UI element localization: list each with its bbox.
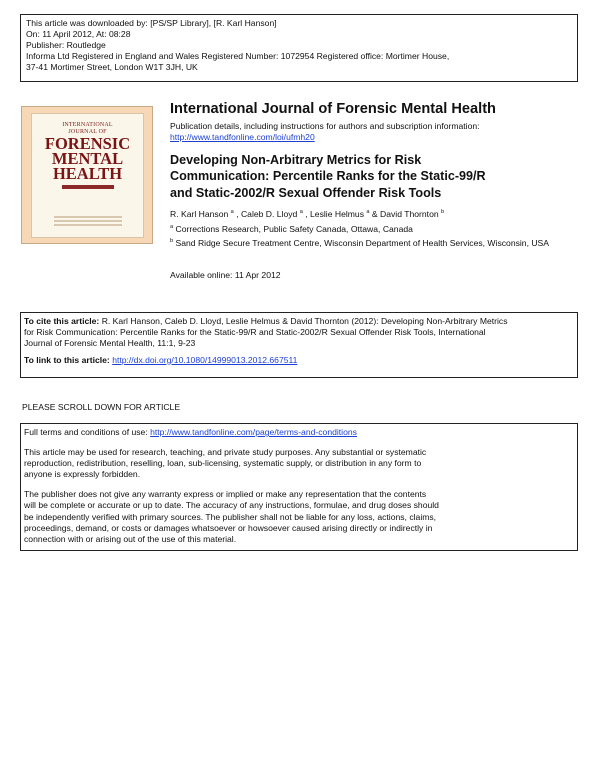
author-name: , Caleb D. Lloyd xyxy=(236,209,298,219)
cover-line xyxy=(54,220,122,222)
link-label: To link to this article: xyxy=(24,354,110,365)
author-name: & David Thornton xyxy=(371,209,439,219)
affiliation-marker: a xyxy=(230,209,234,216)
cover-text: INTERNATIONAL xyxy=(62,122,113,128)
article-title-line: Communication: Percentile Ranks for the Static-99/R xyxy=(170,169,486,184)
download-notice-line: This article was downloaded by: [PS/SP Library], [R. Karl Hanson] xyxy=(26,18,277,28)
affiliation-marker: b xyxy=(441,209,445,216)
affiliation-a xyxy=(170,224,580,235)
terms-paragraph-line: be independently verified with primary sources. The publisher shall not be liable for any loss, actions, claims, xyxy=(24,511,437,522)
article-title-line: Developing Non-Arbitrary Metrics for Risk xyxy=(170,153,422,167)
citation-box xyxy=(20,312,578,378)
article-link-line xyxy=(24,355,574,366)
terms-line xyxy=(24,427,574,438)
author-name: , Leslie Helmus xyxy=(305,209,364,219)
article-title-line: and Static-2002/R Sexual Offender Risk Tools xyxy=(170,185,442,200)
terms-paragraph-line: will be complete or accurate or up to date. The accuracy of any instructions, formulae, and drug doses should xyxy=(24,500,439,511)
cover-band xyxy=(62,185,114,189)
download-notice-line: 37-41 Mortimer Street, London W1T 3JH, UK xyxy=(26,62,198,73)
terms-paragraph-line: connection with or arising out of the use of this material. xyxy=(24,533,237,544)
author-name: R. Karl Hanson xyxy=(170,209,229,219)
citation-text: Journal of Forensic Mental Health, 11:1, 9-23 xyxy=(24,338,196,349)
cover-title: HEALTH xyxy=(52,164,123,183)
journal-cover-image xyxy=(21,106,153,244)
citation-line xyxy=(24,316,574,327)
download-notice-line: On: 11 April 2012, At: 08:28 xyxy=(26,29,131,40)
terms-paragraph-line: reproduction, redistribution, reselling, loan, sub-licensing, systematic supply, or distribution in any form to xyxy=(24,458,422,469)
journal-title: International Journal of Forensic Mental Health xyxy=(170,101,496,117)
available-online: Available online: 11 Apr 2012 xyxy=(170,270,281,280)
citation-text: for Risk Communication: Percentile Ranks for the Static-99/R and Static-2002/R Sexual Offender Risk Tools, International xyxy=(24,327,486,338)
affiliation-marker: b xyxy=(170,238,174,245)
cover-line xyxy=(54,216,122,218)
terms-paragraph-line: This article may be used for research, teaching, and private study purposes. Any substantial or systematic xyxy=(24,447,427,458)
affiliation-text: Sand Ridge Secure Treatment Centre, Wisconsin Department of Health Services, Wisconsin, USA xyxy=(175,238,550,248)
article-title xyxy=(170,152,486,201)
cover-line xyxy=(54,224,122,226)
scroll-notice: PLEASE SCROLL DOWN FOR ARTICLE xyxy=(22,402,181,412)
citation-text: R. Karl Hanson, Caleb D. Lloyd, Leslie Helmus & David Thornton (2012): Developing Non-Arbitrary Metrics xyxy=(101,316,508,326)
affiliation-marker: a xyxy=(299,209,303,216)
publication-details-text: Publication details, including instructions for authors and subscription information: xyxy=(170,121,480,131)
terms-box xyxy=(20,423,578,551)
affiliation-b xyxy=(170,238,580,249)
citation-label: To cite this article: xyxy=(24,316,100,326)
terms-paragraph-line: proceedings, demand, or costs or damages whatsoever or howsoever caused arising directly or indirectly in xyxy=(24,522,433,533)
download-notice-box xyxy=(20,14,578,82)
cover-inner xyxy=(31,113,144,238)
download-notice-line: Informa Ltd Registered in England and Wales Registered Number: 1072954 Registered office: Mortimer House, xyxy=(26,51,450,62)
cover-text: JOURNAL OF xyxy=(68,129,107,135)
terms-paragraph-line: The publisher does not give any warranty express or implied or make any representation that the contents xyxy=(24,489,427,500)
doi-link[interactable]: http://dx.doi.org/10.1080/14999013.2012.667511 xyxy=(112,354,298,365)
cover-title: MENTAL xyxy=(51,149,124,168)
authors xyxy=(170,209,444,219)
affiliation-marker: a xyxy=(366,209,370,216)
affiliation-text: Corrections Research, Public Safety Canada, Ottawa, Canada xyxy=(175,224,413,234)
publication-details xyxy=(170,121,480,142)
download-notice-line: Publisher: Routledge xyxy=(26,40,106,51)
terms-label: Full terms and conditions of use: xyxy=(24,427,148,437)
journal-link[interactable]: http://www.tandfonline.com/loi/ufmh20 xyxy=(170,131,315,142)
terms-link[interactable]: http://www.tandfonline.com/page/terms-and-conditions xyxy=(150,427,357,437)
affiliation-marker: a xyxy=(170,224,174,231)
terms-paragraph-line: anyone is expressly forbidden. xyxy=(24,469,141,480)
cover-title: FORENSIC xyxy=(44,134,131,153)
